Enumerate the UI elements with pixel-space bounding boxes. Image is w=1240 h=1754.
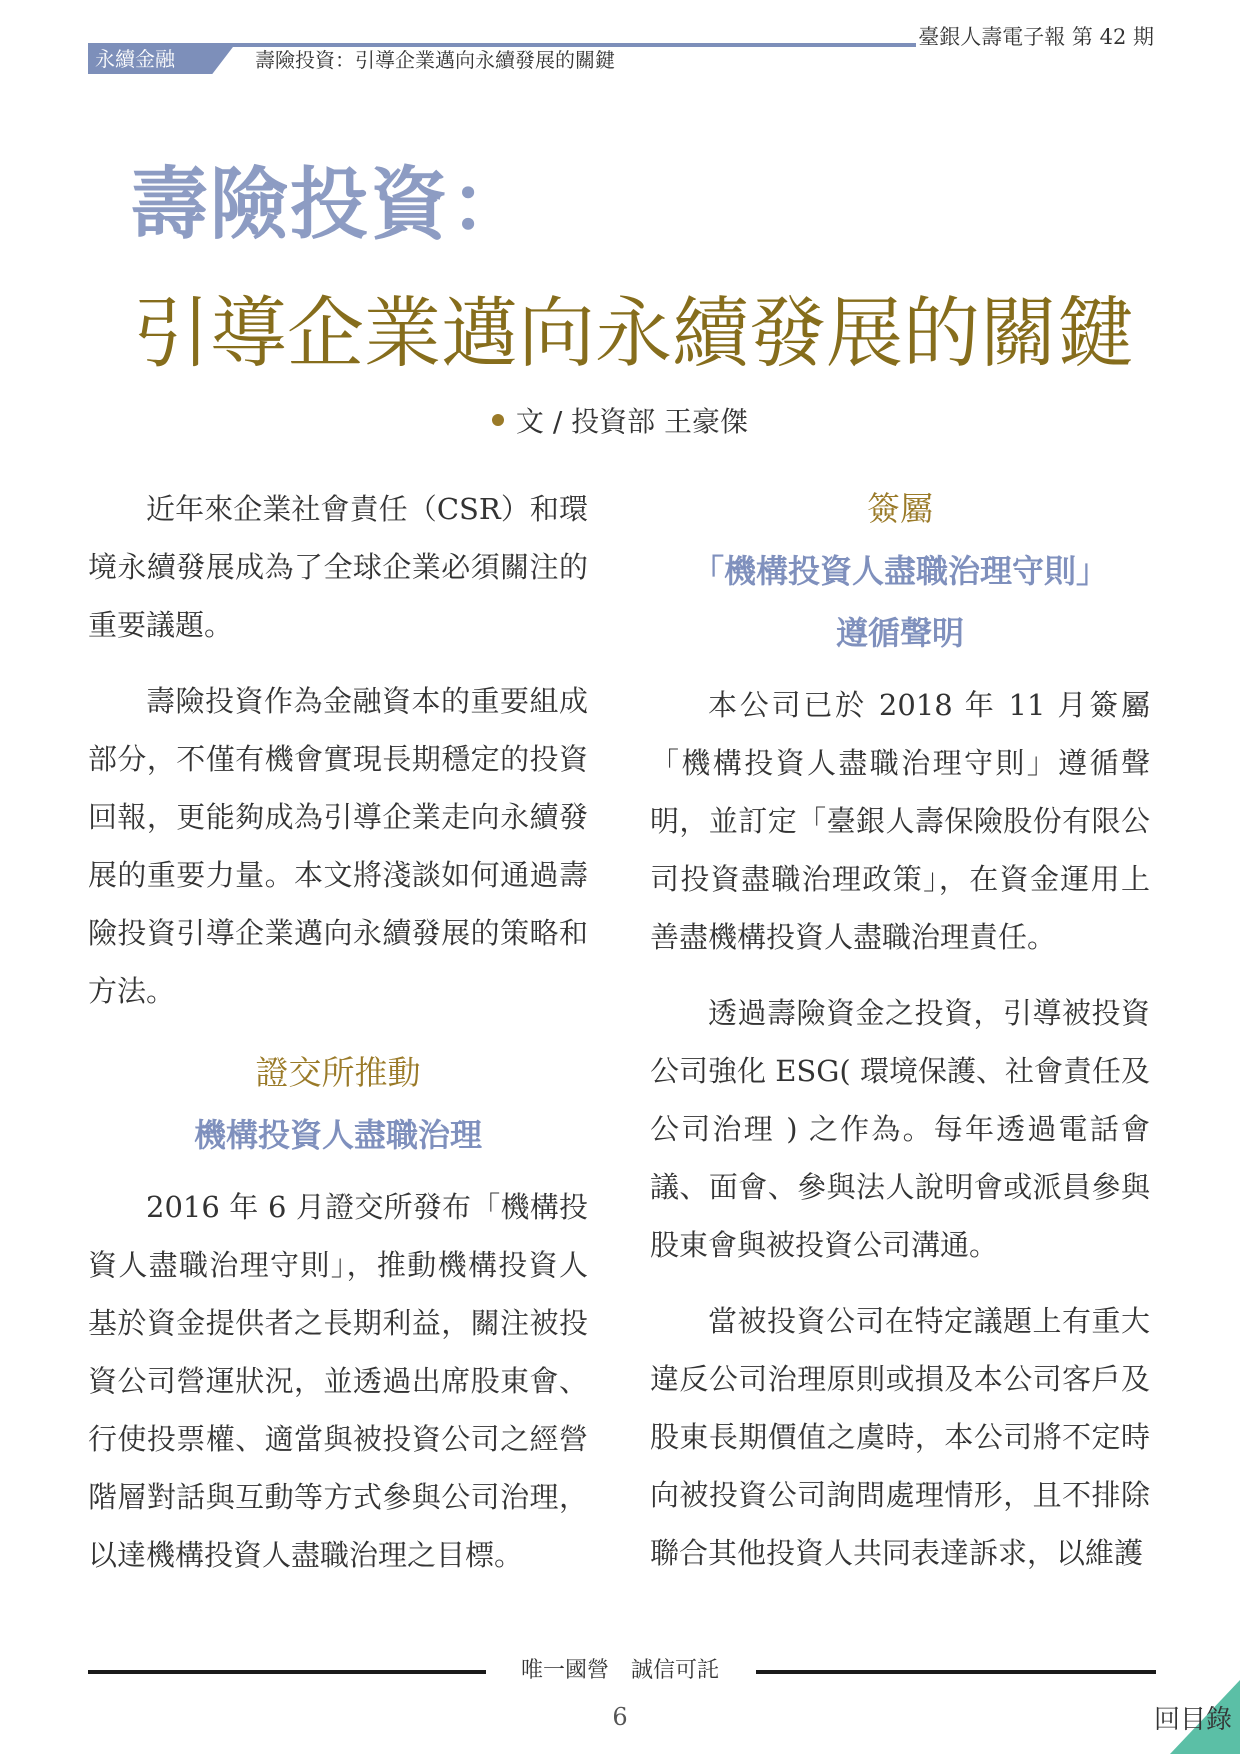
page-number: 6: [612, 1703, 628, 1731]
article-title: 壽險投資：: [130, 160, 531, 250]
section-heading-2-line3: 遵循聲明: [835, 614, 964, 652]
back-to-toc-link[interactable]: 回目錄: [1154, 1705, 1233, 1735]
section-heading-1-line2: 機構投資人盡職治理: [193, 1116, 482, 1154]
section-heading-2-line2: 「機構投資人盡職治理守則」: [691, 552, 1108, 590]
intro-paragraph-2: 壽險投資作為金融資本的重要組成部分，不僅有機會實現長期穩定的投資回報，更能夠成為引導企業走向永續發展的重要力量。本文將淺談如何通過壽險投資引導企業邁向永續發展的策略和方法。: [88, 684, 588, 1008]
footer-slogan: 唯一國營 誠信可託: [520, 1658, 719, 1683]
intro-paragraph-1: 近年來企業社會責任（CSR）和環境永續發展成為了全球企業必須關注的重要議題。: [88, 492, 588, 642]
section-2-paragraph-1: 本公司已於 2018 年 11 月簽屬「機構投資人盡職治理守則」遵循聲明，並訂定「臺銀人壽保險股份有限公司投資盡職治理政策」，在資金運用上善盡機構投資人盡職治理責任。: [650, 688, 1150, 954]
byline-text: 文 / 投資部 王豪傑: [515, 405, 749, 438]
header-article-title: 壽險投資：引導企業邁向永續發展的關鍵: [255, 48, 615, 72]
section-2-paragraph-2: 透過壽險資金之投資，引導被投資公司強化 ESG( 環境保護、社會責任及公司治理 ) 之作為。每年透過電話會議、面會、參與法人說明會或派員參與股東會與被投資公司溝通。: [650, 996, 1150, 1262]
article-subtitle: 引導企業邁向永續發展的關鍵: [133, 290, 1134, 379]
left-column: [88, 480, 588, 1584]
right-column: [650, 480, 1150, 1582]
section-tab-label: 永續金融: [95, 47, 175, 71]
section-heading-1: [88, 1042, 588, 1166]
byline: [0, 402, 1240, 442]
section-2-paragraph-3: 當被投資公司在特定議題上有重大違反公司治理原則或損及本公司客戶及股東長期價值之虞時，本公司將不定時向被投資公司詢問處理情形，且不排除聯合其他投資人共同表達訴求，以維護: [650, 1304, 1150, 1570]
section-1-paragraph: 2016 年 6 月證交所發布「機構投資人盡職治理守則」，推動機構投資人基於資金提供者之長期利益，關注被投資公司營運狀況，並透過出席股東會、行使投票權、適當與被投資公司之經營階層對話與互動等方式參與公司治理，以達機構投資人盡職治理之目標。: [88, 1190, 588, 1572]
section-heading-2: [650, 478, 1150, 664]
bullet-dot-icon: [492, 414, 504, 426]
newsletter-issue: 臺銀人壽電子報 第 42 期: [918, 25, 1154, 49]
section-heading-1-line1: 證交所推動: [255, 1053, 421, 1092]
section-heading-2-line1: 簽屬: [867, 489, 933, 528]
